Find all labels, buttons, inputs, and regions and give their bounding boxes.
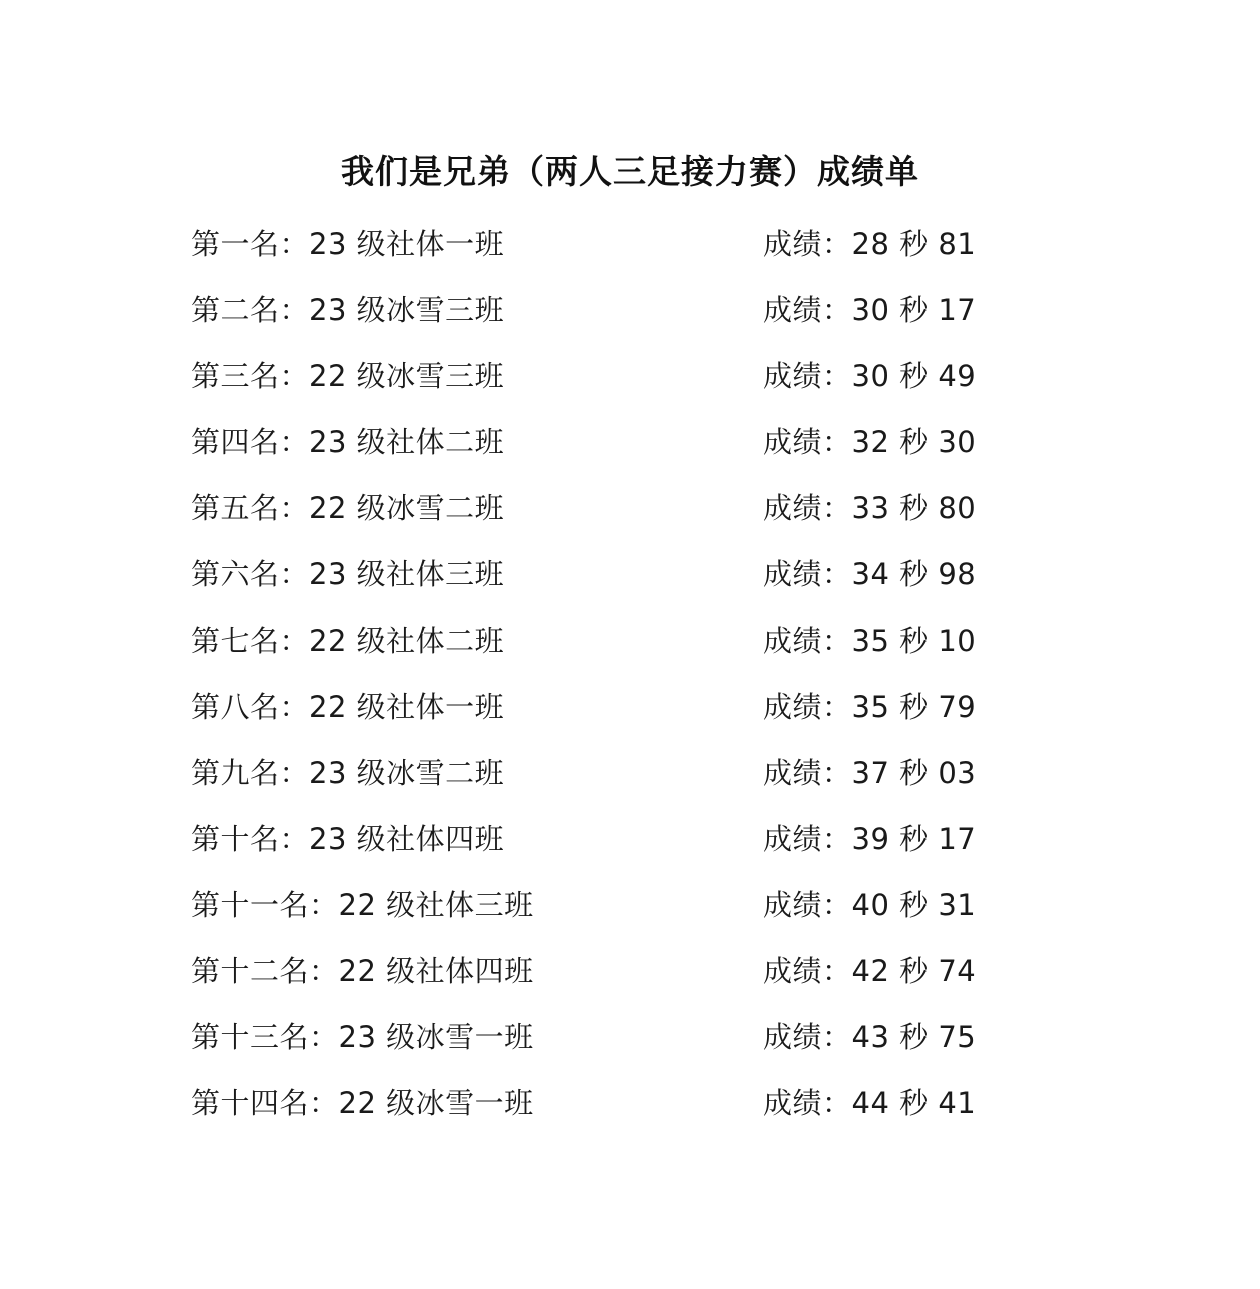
rank-team-text: 第十三名：23 级冰雪一班 bbox=[191, 1020, 534, 1055]
score-text: 成绩：32 秒 30 bbox=[763, 425, 977, 460]
rank-team-text: 第七名：22 级社体二班 bbox=[191, 623, 505, 658]
result-row bbox=[0, 347, 1260, 413]
score-text: 成绩：44 秒 41 bbox=[763, 1086, 977, 1121]
result-row bbox=[0, 612, 1260, 678]
rank-team-text: 第十名：23 级社体四班 bbox=[191, 821, 505, 856]
rank-team-text: 第二名：23 级冰雪三班 bbox=[191, 293, 505, 328]
result-row bbox=[0, 876, 1260, 942]
rank-team-text: 第一名：23 级社体一班 bbox=[191, 227, 505, 261]
rank-team-text: 第四名：23 级社体二班 bbox=[191, 425, 505, 460]
results-list bbox=[0, 215, 1260, 1140]
score-text: 成绩：35 秒 10 bbox=[763, 623, 977, 658]
score-text: 成绩：39 秒 17 bbox=[763, 821, 977, 856]
score-text: 成绩：37 秒 03 bbox=[763, 755, 977, 790]
score-text: 成绩：30 秒 49 bbox=[763, 359, 977, 394]
rank-team-text: 第六名：23 级社体三班 bbox=[191, 557, 505, 592]
rank-team-text: 第十二名：22 级社体四班 bbox=[191, 954, 534, 989]
result-row bbox=[0, 413, 1260, 479]
result-row bbox=[0, 678, 1260, 744]
score-text: 成绩：43 秒 75 bbox=[763, 1020, 977, 1055]
result-row bbox=[0, 810, 1260, 876]
result-row bbox=[0, 942, 1260, 1008]
rank-team-text: 第九名：23 级冰雪二班 bbox=[191, 755, 505, 790]
rank-team-text: 第三名：22 级冰雪三班 bbox=[191, 359, 505, 394]
result-row bbox=[0, 479, 1260, 545]
rank-team-text: 第八名：22 级社体一班 bbox=[191, 689, 505, 724]
score-text: 成绩：40 秒 31 bbox=[763, 887, 977, 922]
result-row bbox=[0, 545, 1260, 611]
score-text: 成绩：42 秒 74 bbox=[763, 954, 977, 989]
rank-team-text: 第十四名：22 级冰雪一班 bbox=[191, 1086, 534, 1121]
result-row bbox=[0, 281, 1260, 347]
score-text: 成绩：34 秒 98 bbox=[763, 557, 977, 592]
score-text: 成绩：30 秒 17 bbox=[763, 293, 977, 328]
score-text: 成绩：35 秒 79 bbox=[763, 689, 977, 724]
page-title: 我们是兄弟（两人三足接力赛）成绩单 bbox=[341, 152, 919, 192]
result-row bbox=[0, 744, 1260, 810]
score-text: 成绩：28 秒 81 bbox=[763, 227, 977, 261]
rank-team-text: 第五名：22 级冰雪二班 bbox=[191, 491, 505, 526]
score-text: 成绩：33 秒 80 bbox=[763, 491, 977, 526]
rank-team-text: 第十一名：22 级社体三班 bbox=[191, 887, 534, 922]
result-row bbox=[0, 1074, 1260, 1140]
result-row bbox=[0, 1008, 1260, 1074]
result-row bbox=[0, 215, 1260, 281]
